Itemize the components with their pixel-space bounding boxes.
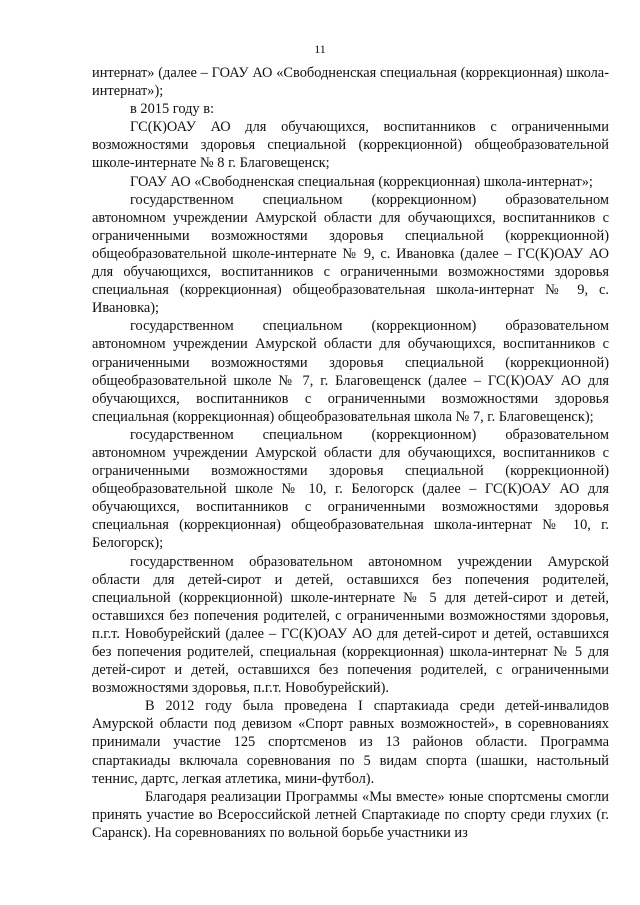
paragraph: государственном специальном (коррекционном) образовательном автономном учреждении Амурской области для обучающихся, воспитанников с ограниченными возможностями здоровья специальной (коррекционной) общеобразовательной школе № 7, г. Благовещенск (далее – ГС(К)ОАУ АО для обучающихся, воспитанников с ограниченными возможностями здоровья специальная (коррекционная) общеобразовательная школа № 7, г. Благовещенск); xyxy=(92,318,609,425)
paragraph: интернат» (далее – ГОАУ АО «Свободненская специальная (коррекционная) школа-интернат»); xyxy=(92,65,609,100)
paragraph: в 2015 году в: xyxy=(130,101,215,118)
paragraph: государственном образовательном автономном учреждении Амурской области для детей-сирот и детей, оставшихся без попечения родителей, специальной (коррекционной) школе-интернате № 5 для детей-сирот и детей, оставшихся без попечения родителей, с ограниченными возможностями здоровья, п.г.т. Новобурейский (далее – ГС(К)ОАУ АО для детей-сирот и детей, оставшихся без попечения родителей, специальная (коррекционная) школа-интернат № 5 для детей-сирот и детей, оставшихся без попечения родителей, с ограниченными возможностями здоровья, п.г.т. Новобурейский). xyxy=(92,553,609,697)
paragraph: Благодаря реализации Программы «Мы вместе» юные спортсмены смогли принять участие во Всероссийской летней Спартакиаде по спорту среди глухих (г. Саранск). На соревнованиях по вольной борьбе участники из xyxy=(92,788,609,841)
page-number: 11 xyxy=(314,42,326,56)
paragraph: государственном специальном (коррекционном) образовательном автономном учреждении Амурской области для обучающихся, воспитанников с ограниченными возможностями здоровья специальной (коррекционной) общеобразовательной школе-интернате № 9, с. Ивановка (далее – ГС(К)ОАУ АО для обучающихся, воспитанников с ограниченными возможностями здоровья специальная (коррекционная) общеобразовательная школа-интернат № 9, с. Ивановка); xyxy=(92,191,609,317)
paragraph: государственном специальном (коррекционном) образовательном автономном учреждении Амурской области для обучающихся, воспитанников с ограниченными возможностями здоровья специальной (коррекционной) общеобразовательной школе № 10, г. Белогорск (далее – ГС(К)ОАУ АО для обучающихся, воспитанников с ограниченными возможностями здоровья специальная (коррекционная) общеобразовательная школа-интернат № 10, г. Белогорск); xyxy=(92,426,609,552)
paragraph: В 2012 году была проведена I спартакиада среди детей-инвалидов Амурской области под девизом «Спорт равных возможностей», в соревнованиях принимали участие 125 спортсменов из 13 районов области. Программа спартакиады включала соревнования по 5 видам спорта (шашки, настольный теннис, дартс, легкая атлетика, мини-футбол). xyxy=(92,698,609,787)
document-body xyxy=(92,64,609,842)
paragraph: ГОАУ АО «Свободненская специальная (коррекционная) школа-интернат»; xyxy=(130,173,593,190)
paragraph: ГС(К)ОАУ АО для обучающихся, воспитанников с ограниченными возможностями здоровья специальной (коррекционной) общеобразовательной школе-интернате № 8 г. Благовещенск; xyxy=(92,119,609,172)
